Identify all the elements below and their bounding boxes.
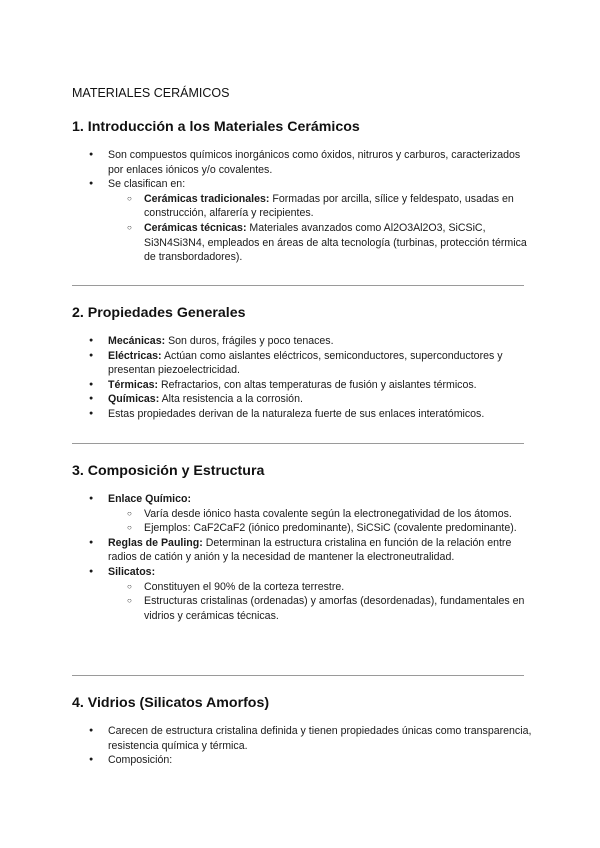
section-heading: 1. Introducción a los Materiales Cerámicos xyxy=(72,119,360,135)
list-item: ● Silicatos: ○ Constituyen el 90% de la corteza terrestre. ○ Estructuras cristalinas (ordenadas) y amorfas (desordenadas), fundamentales en vidrios y cerámicas técnicas. xyxy=(72,565,532,623)
section-divider xyxy=(72,675,524,676)
sub-list-item: ○ Cerámicas técnicas: Materiales avanzados como Al2O3Al2O3, SiCSiC, Si3N4Si3N4, empleados en áreas de alta tecnología (turbinas, protección térmica de transbordadores). xyxy=(108,221,532,265)
bullet-list xyxy=(72,334,532,422)
sub-list-item: ○ Cerámicas tradicionales: Formadas por arcilla, sílice y feldespato, usadas en construcción, alfarería y recipientes. xyxy=(108,192,532,221)
section-introduccion xyxy=(72,118,532,265)
list-item: ● Eléctricas: Actúan como aislantes eléctricos, semiconductores, superconductores y presentan piezoelectricidad. xyxy=(72,349,532,378)
list-item: ● Químicas: Alta resistencia a la corrosión. xyxy=(72,392,532,407)
section-composicion xyxy=(72,462,532,623)
document-title: MATERIALES CERÁMICOS xyxy=(72,86,230,100)
list-item: ● Reglas de Pauling: Determinan la estructura cristalina en función de la relación entre radios de catión y anión y la necesidad de mantener la electroneutralidad. xyxy=(72,536,532,565)
list-item: ● Carecen de estructura cristalina definida y tienen propiedades únicas como transparencia, resistencia química y térmica. xyxy=(72,724,532,753)
list-item: ● Son compuestos químicos inorgánicos como óxidos, nitruros y carburos, caracterizados por enlaces iónicos y/o covalentes. xyxy=(72,148,532,177)
section-heading: 2. Propiedades Generales xyxy=(72,305,246,321)
section-heading: 3. Composición y Estructura xyxy=(72,463,265,479)
list-item: ● Se clasifican en: ○ Cerámicas tradicionales: Formadas por arcilla, sílice y feldespato, usadas en construcción, alfarería y recipientes. ○ Cerámicas técnicas: Materiales avanzados como Al2O3Al2O3, SiCSiC, Si3N4Si3N4, empleados en áreas de alta tecnología (turbinas, protección térmica de transbordadores). xyxy=(72,177,532,265)
section-divider xyxy=(72,443,524,444)
sub-list-item: ○ Varía desde iónico hasta covalente según la electronegatividad de los átomos. xyxy=(108,507,532,522)
sub-list xyxy=(108,507,532,536)
list-item: ● Composición: xyxy=(72,753,532,768)
section-vidrios xyxy=(72,694,532,768)
list-item: ● Estas propiedades derivan de la naturaleza fuerte de sus enlaces interatómicos. xyxy=(72,407,532,422)
sub-list xyxy=(108,580,532,624)
sub-list xyxy=(108,192,532,265)
bullet-list xyxy=(72,724,532,768)
bullet-list xyxy=(72,492,532,623)
bullet-list xyxy=(72,148,532,265)
section-heading: 4. Vidrios (Silicatos Amorfos) xyxy=(72,695,270,711)
section-divider xyxy=(72,285,524,286)
sub-list-item: ○ Constituyen el 90% de la corteza terrestre. xyxy=(108,580,532,595)
section-propiedades xyxy=(72,304,532,422)
sub-list-item: ○ Estructuras cristalinas (ordenadas) y amorfas (desordenadas), fundamentales en vidrios y cerámicas técnicas. xyxy=(108,594,532,623)
list-item: ● Térmicas: Refractarios, con altas temperaturas de fusión y aislantes térmicos. xyxy=(72,378,532,393)
list-item: ● Enlace Químico: ○ Varía desde iónico hasta covalente según la electronegatividad de los átomos. ○ Ejemplos: CaF2CaF2 (iónico predominante), SiCSiC (covalente predominante). xyxy=(72,492,532,536)
sub-list-item: ○ Ejemplos: CaF2CaF2 (iónico predominante), SiCSiC (covalente predominante). xyxy=(108,521,532,536)
list-item: ● Mecánicas: Son duros, frágiles y poco tenaces. xyxy=(72,334,532,349)
